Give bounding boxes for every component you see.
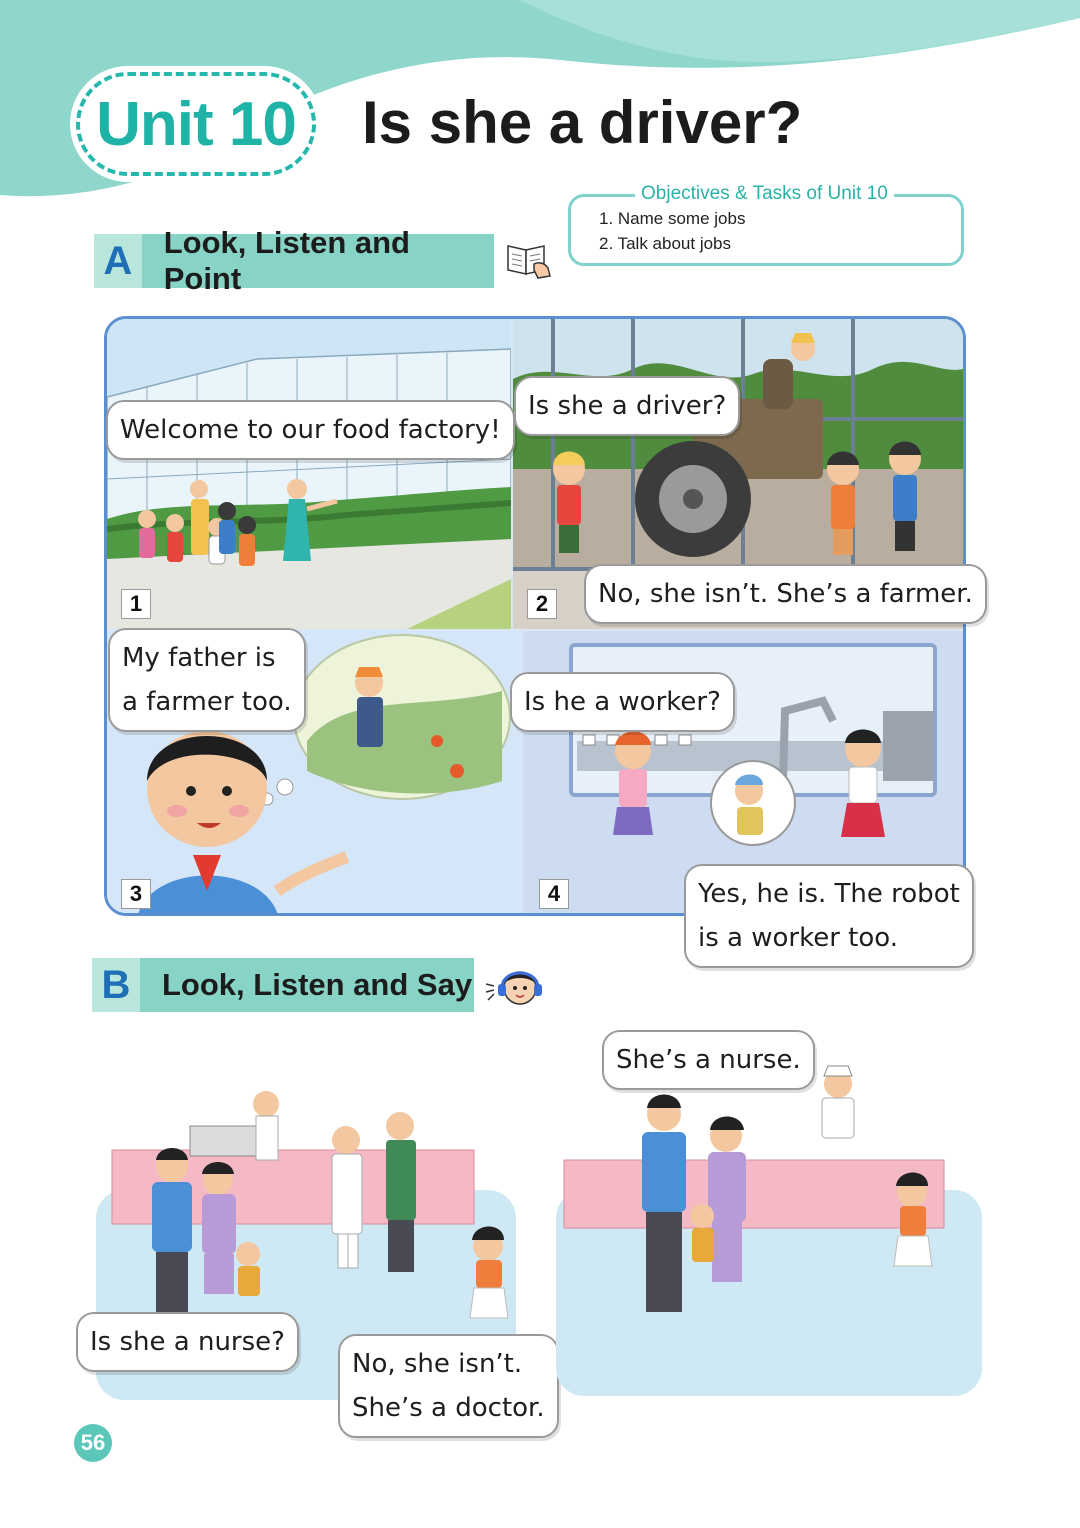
page-title: Is she a driver?: [362, 89, 803, 156]
section-a-header: [94, 225, 494, 296]
panel-1: [107, 319, 511, 629]
panel-number: 1: [121, 589, 151, 619]
unit-badge: [76, 72, 316, 176]
headphones-listener-icon: [484, 964, 546, 1008]
objective-item: 2. Talk about jobs: [599, 234, 731, 253]
panel-number: 4: [539, 879, 569, 909]
objective-item: 1. Name some jobs: [599, 209, 746, 228]
book-hand-icon: [504, 240, 554, 280]
page-number: 56: [74, 1424, 112, 1462]
section-letter: B: [92, 958, 140, 1012]
objectives-title: Objectives & Tasks of Unit 10: [635, 183, 894, 205]
section-letter: A: [94, 234, 142, 288]
speech-bubble: Yes, he is. The robot is a worker too.: [684, 864, 974, 968]
unit-label: Unit 10: [96, 89, 296, 159]
panel-number: 2: [527, 589, 557, 619]
speech-bubble: Is he a worker?: [510, 672, 735, 732]
section-label: Look, Listen and Point: [163, 225, 410, 296]
panel-number: 3: [121, 879, 151, 909]
section-label: Look, Listen and Say: [162, 967, 473, 1002]
speech-bubble: Is she a driver?: [514, 376, 740, 436]
speech-bubble: Is she a nurse?: [76, 1312, 299, 1372]
objectives-box: [568, 183, 964, 266]
speech-bubble: My father is a farmer too.: [108, 628, 306, 732]
section-b-header: [92, 958, 474, 1012]
speech-bubble: No, she isn’t. She’s a farmer.: [584, 564, 987, 624]
speech-bubble: She’s a nurse.: [602, 1030, 815, 1090]
speech-bubble: No, she isn’t. She’s a doctor.: [338, 1334, 559, 1438]
greenhouse-scene: [107, 319, 511, 629]
speech-bubble: Welcome to our food factory!: [106, 400, 515, 460]
hospital-scene-right: [556, 1060, 982, 1400]
